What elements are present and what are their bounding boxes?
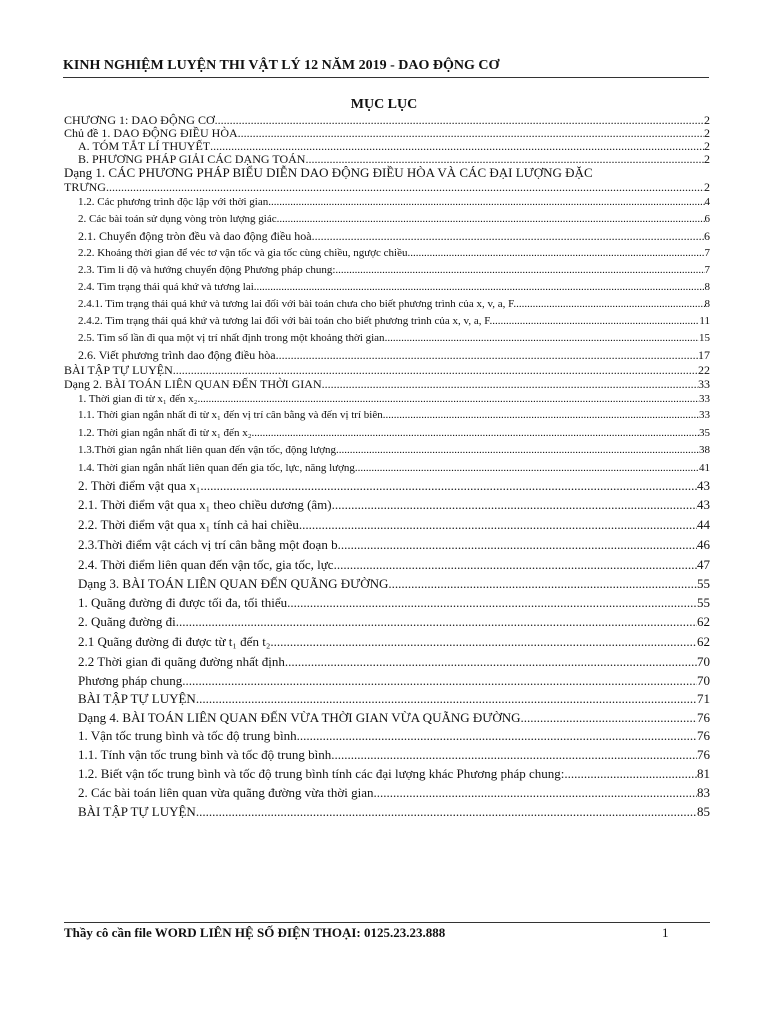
toc-entry-title: Dạng 1. CÁC PHƯƠNG PHÁP BIỂU DIỄN DAO ĐỘNG ĐIỀU HÒA VÀ CÁC ĐẠI LƯỢNG ĐẶC xyxy=(64,165,593,180)
toc-entry[interactable] xyxy=(64,406,710,424)
table-of-contents xyxy=(64,114,710,821)
toc-entry[interactable] xyxy=(64,211,710,228)
toc-entry-title: 1. Vận tốc trung bình và tốc độ trung bình xyxy=(78,728,297,743)
dot-leader xyxy=(299,515,697,535)
toc-entry-page: 22 xyxy=(698,363,710,377)
toc-entry-title: 2.1. Thời điểm vật qua x₁ theo chiều dương (âm) xyxy=(78,497,332,512)
toc-entry[interactable] xyxy=(64,296,710,313)
dot-leader xyxy=(338,535,697,555)
toc-entry-page: 85 xyxy=(697,804,710,819)
toc-entry[interactable] xyxy=(64,802,710,821)
toc-entry-page: 43 xyxy=(697,478,710,493)
toc-entry-page: 76 xyxy=(697,728,710,743)
toc-entry[interactable] xyxy=(64,262,710,279)
toc-entry-title: Dạng 2. BÀI TOÁN LIÊN QUAN ĐẾN THỜI GIAN xyxy=(64,377,322,391)
toc-entry-page: 41 xyxy=(699,462,710,474)
toc-entry[interactable] xyxy=(64,194,710,211)
toc-entry[interactable] xyxy=(64,783,710,802)
toc-entry-page: 6 xyxy=(704,213,710,225)
toc-entry[interactable] xyxy=(64,671,710,690)
toc-entry[interactable] xyxy=(64,632,710,652)
toc-entry-title: BÀI TẬP TỰ LUYỆN xyxy=(78,691,196,706)
dot-leader xyxy=(196,802,697,821)
toc-entry-page: 71 xyxy=(697,691,710,706)
toc-entry-title: 2.4. Tìm trạng thái quá khứ và tương lai xyxy=(78,281,254,293)
dot-leader xyxy=(383,406,699,424)
toc-entry-page: 33 xyxy=(699,409,710,421)
dot-leader xyxy=(385,330,699,347)
toc-entry-page: 76 xyxy=(697,747,710,762)
toc-entry[interactable] xyxy=(64,555,710,574)
toc-entry-page: 7 xyxy=(704,264,710,276)
toc-entry[interactable] xyxy=(64,708,710,727)
toc-entry-page: 2 xyxy=(704,152,710,166)
toc-entry-title: Chủ đề 1. DAO ĐỘNG ĐIỀU HÒA xyxy=(64,126,238,140)
toc-entry[interactable] xyxy=(64,459,710,477)
toc-entry[interactable] xyxy=(64,764,710,783)
toc-entry[interactable] xyxy=(64,727,710,745)
toc-entry-page: 4 xyxy=(704,196,710,208)
toc-entry-title: 2.6. Viết phương trình dao động điều hòa xyxy=(78,348,276,362)
dot-leader xyxy=(297,727,697,745)
dot-leader xyxy=(355,459,699,477)
toc-entry[interactable] xyxy=(64,495,710,515)
toc-entry-title: 1. Thời gian đi từ x₁ đến x₂ xyxy=(78,393,198,405)
dot-leader xyxy=(238,127,704,140)
toc-entry-title: 1.4. Thời gian ngắn nhất liên quan đến gia tốc, lực, năng lượng xyxy=(78,462,355,474)
toc-entry[interactable] xyxy=(64,745,710,764)
toc-entry-title: 1.3.Thời gian ngắn nhất liên quan đến vận tốc, động lượng xyxy=(78,444,337,456)
toc-entry-title: 1.2. Thời gian ngắn nhất đi từ x₁ đến x₂ xyxy=(78,427,252,439)
toc-entry-title: 2.1. Chuyển động tròn đều và dao động điều hoà xyxy=(78,229,312,243)
toc-entry-page: 2 xyxy=(704,126,710,140)
page-number: 1 xyxy=(662,925,669,940)
toc-entry-title: TRƯNG xyxy=(64,180,106,194)
dot-leader xyxy=(521,708,697,727)
dot-leader xyxy=(176,612,697,632)
toc-entry-page: 2 xyxy=(704,139,710,153)
toc-entry-title: B. PHƯƠNG PHÁP GIẢI CÁC DẠNG TOÁN xyxy=(78,152,306,166)
toc-entry-title: 1.1. Thời gian ngắn nhất đi từ x₁ đến vị trí cân bằng và đến vị trí biên xyxy=(78,409,383,421)
toc-entry-page: 38 xyxy=(699,444,710,456)
toc-entry[interactable] xyxy=(64,593,710,612)
toc-entry-page: 6 xyxy=(704,229,710,243)
footer-divider xyxy=(64,922,710,923)
dot-leader xyxy=(215,114,704,127)
toc-entry-title: 2.5. Tìm số lần đi qua một vị trí nhất định trong một khoảng thời gian xyxy=(78,332,385,344)
toc-entry-page: 55 xyxy=(697,595,710,610)
toc-entry-title: 2.4. Thời điểm liên quan đến vận tốc, gia tốc, lực... xyxy=(78,557,344,572)
toc-entry-page: 76 xyxy=(697,710,710,725)
toc-entry-title: Dạng 4. BÀI TOÁN LIÊN QUAN ĐẾN VỪA THỜI GIAN VỪA QUÃNG ĐƯỜNG xyxy=(78,710,521,725)
toc-entry-page: 8 xyxy=(704,281,710,293)
toc-entry-title: A. TÓM TẮT LÍ THUYẾT xyxy=(78,139,211,153)
toc-entry-title: 2. Thời điểm vật qua x₁ xyxy=(78,478,201,493)
page-header: KINH NGHIỆM LUYỆN THI VẬT LÝ 12 NĂM 2019 - DAO ĐỘNG CƠ xyxy=(63,58,709,78)
dot-leader xyxy=(268,194,704,211)
toc-entry-page: 46 xyxy=(697,537,710,552)
dot-leader xyxy=(498,313,700,330)
toc-entry[interactable] xyxy=(64,392,710,406)
toc-entry-title: 1.2. Các phương trình độc lập với thời gian xyxy=(78,196,269,208)
toc-entry-page: 62 xyxy=(697,634,710,649)
dot-leader xyxy=(312,228,704,245)
toc-entry-title: 2. Quãng đường đi xyxy=(78,614,176,629)
dot-leader xyxy=(332,495,697,515)
dot-leader xyxy=(270,632,697,652)
toc-entry-title: 2.2. Khoảng thời gian để véc tơ vận tốc và gia tốc cùng chiều, ngược chiều xyxy=(78,247,408,259)
dot-leader xyxy=(388,574,697,593)
toc-entry-title: 2. Các bài toán sử dụng vòng tròn lượng giác xyxy=(78,213,277,225)
page-footer: Thầy cô cần file WORD LIÊN HỆ SỐ ĐIỆN THOẠI: 0125.23.23.888 xyxy=(64,925,446,940)
toc-entry[interactable] xyxy=(64,477,710,495)
dot-leader xyxy=(322,377,698,392)
toc-entry-page: 55 xyxy=(697,576,710,591)
dot-leader xyxy=(277,211,705,228)
dot-leader xyxy=(276,347,698,363)
dot-leader xyxy=(331,745,697,764)
toc-entry-page: 62 xyxy=(697,614,710,629)
toc-entry[interactable] xyxy=(64,377,710,392)
toc-entry[interactable] xyxy=(64,166,710,180)
toc-entry[interactable] xyxy=(64,424,710,442)
toc-entry-page: 15 xyxy=(699,332,710,344)
toc-entry-page: 83 xyxy=(697,785,710,800)
toc-title: MỤC LỤC xyxy=(350,97,418,112)
toc-entry-page: 7 xyxy=(704,247,710,259)
dot-leader xyxy=(522,296,705,313)
toc-entry-title: BÀI TẬP TỰ LUYỆN xyxy=(64,363,173,377)
toc-entry-title: 2.4.1. Tìm trạng thái quá khứ và tương lai đối với bài toán chưa cho biết phương trình của x, v, a, F... xyxy=(78,298,522,310)
toc-entry[interactable] xyxy=(64,652,710,671)
toc-entry-title: Phương pháp chung xyxy=(78,673,183,688)
toc-entry-title: 2.2 Thời gian đi quãng đường nhất định xyxy=(78,654,285,669)
toc-entry[interactable] xyxy=(64,313,710,330)
toc-entry-title: 1.2. Biết vận tốc trung bình và tốc độ trung bình tính các đại lượng khác Phương pháp chung: xyxy=(78,766,565,781)
toc-entry[interactable] xyxy=(64,515,710,535)
toc-entry[interactable] xyxy=(64,180,710,194)
toc-entry-page: 35 xyxy=(699,427,710,439)
dot-leader xyxy=(182,671,697,690)
toc-entry[interactable] xyxy=(64,279,710,296)
dot-leader xyxy=(196,690,697,708)
dot-leader xyxy=(252,424,699,442)
toc-entry-title: CHƯƠNG 1: DAO ĐỘNG CƠ xyxy=(64,113,215,127)
dot-leader xyxy=(254,279,705,296)
dot-leader xyxy=(336,442,699,459)
toc-entry-title: 2.1 Quãng đường đi được từ t₁ đến t₂ xyxy=(78,634,271,649)
toc-entry[interactable] xyxy=(64,363,710,377)
toc-entry-page: 17 xyxy=(698,348,710,362)
toc-entry-page: 47 xyxy=(697,557,710,572)
toc-entry-title: 1. Quãng đường đi được tối đa, tối thiểu. xyxy=(78,595,291,610)
dot-leader xyxy=(407,245,704,262)
toc-entry[interactable] xyxy=(64,330,710,347)
toc-entry-page: 2 xyxy=(704,113,710,127)
toc-entry[interactable] xyxy=(64,347,710,363)
dot-leader xyxy=(197,392,699,406)
toc-entry-page: 81 xyxy=(697,766,710,781)
toc-entry[interactable] xyxy=(64,228,710,245)
dot-leader xyxy=(200,477,697,495)
dot-leader xyxy=(335,262,704,279)
dot-leader xyxy=(106,180,704,194)
toc-entry[interactable] xyxy=(64,690,710,708)
toc-entry-title: 2. Các bài toán liên quan vừa quãng đường vừa thời gian xyxy=(78,785,374,800)
toc-entry-title: 1.1. Tính vận tốc trung bình và tốc độ trung bình xyxy=(78,747,332,762)
dot-leader xyxy=(374,783,697,802)
toc-entry-page: 44 xyxy=(697,517,710,532)
toc-entry-page: 2 xyxy=(704,180,710,194)
toc-entry-title: Dạng 3. BÀI TOÁN LIÊN QUAN ĐẾN QUÃNG ĐƯỜNG xyxy=(78,576,389,591)
toc-entry-page: 70 xyxy=(697,654,710,669)
toc-entry-page: 11 xyxy=(699,315,710,327)
toc-entry-title: 2.3.Thời điểm vật cách vị trí cân bằng một đoạn b xyxy=(78,537,338,552)
dot-leader xyxy=(285,652,697,671)
toc-entry-page: 43 xyxy=(697,497,710,512)
toc-entry-page: 8 xyxy=(704,298,710,310)
toc-entry[interactable] xyxy=(64,442,710,459)
toc-entry-page: 33 xyxy=(699,393,710,405)
toc-entry-title: 2.4.2. Tìm trạng thái quá khứ và tương lai đối với bài toán cho biết phương trình của x, v, a, F... xyxy=(78,315,498,327)
toc-entry-page: 33 xyxy=(698,377,710,391)
dot-leader xyxy=(290,593,697,612)
dot-leader xyxy=(173,363,698,377)
toc-entry[interactable] xyxy=(64,612,710,632)
toc-entry-title: 2.3. Tìm li độ và hướng chuyển động Phương pháp chung: xyxy=(78,264,336,276)
toc-entry[interactable] xyxy=(64,245,710,262)
toc-entry-page: 70 xyxy=(697,673,710,688)
toc-entry-title: 2.2. Thời điểm vật qua x₁ tính cả hai chiều xyxy=(78,517,299,532)
dot-leader xyxy=(564,764,697,783)
toc-entry[interactable] xyxy=(64,535,710,555)
toc-entry[interactable] xyxy=(64,574,710,593)
toc-entry-title: BÀI TẬP TỰ LUYỆN xyxy=(78,804,196,819)
dot-leader xyxy=(343,555,697,574)
